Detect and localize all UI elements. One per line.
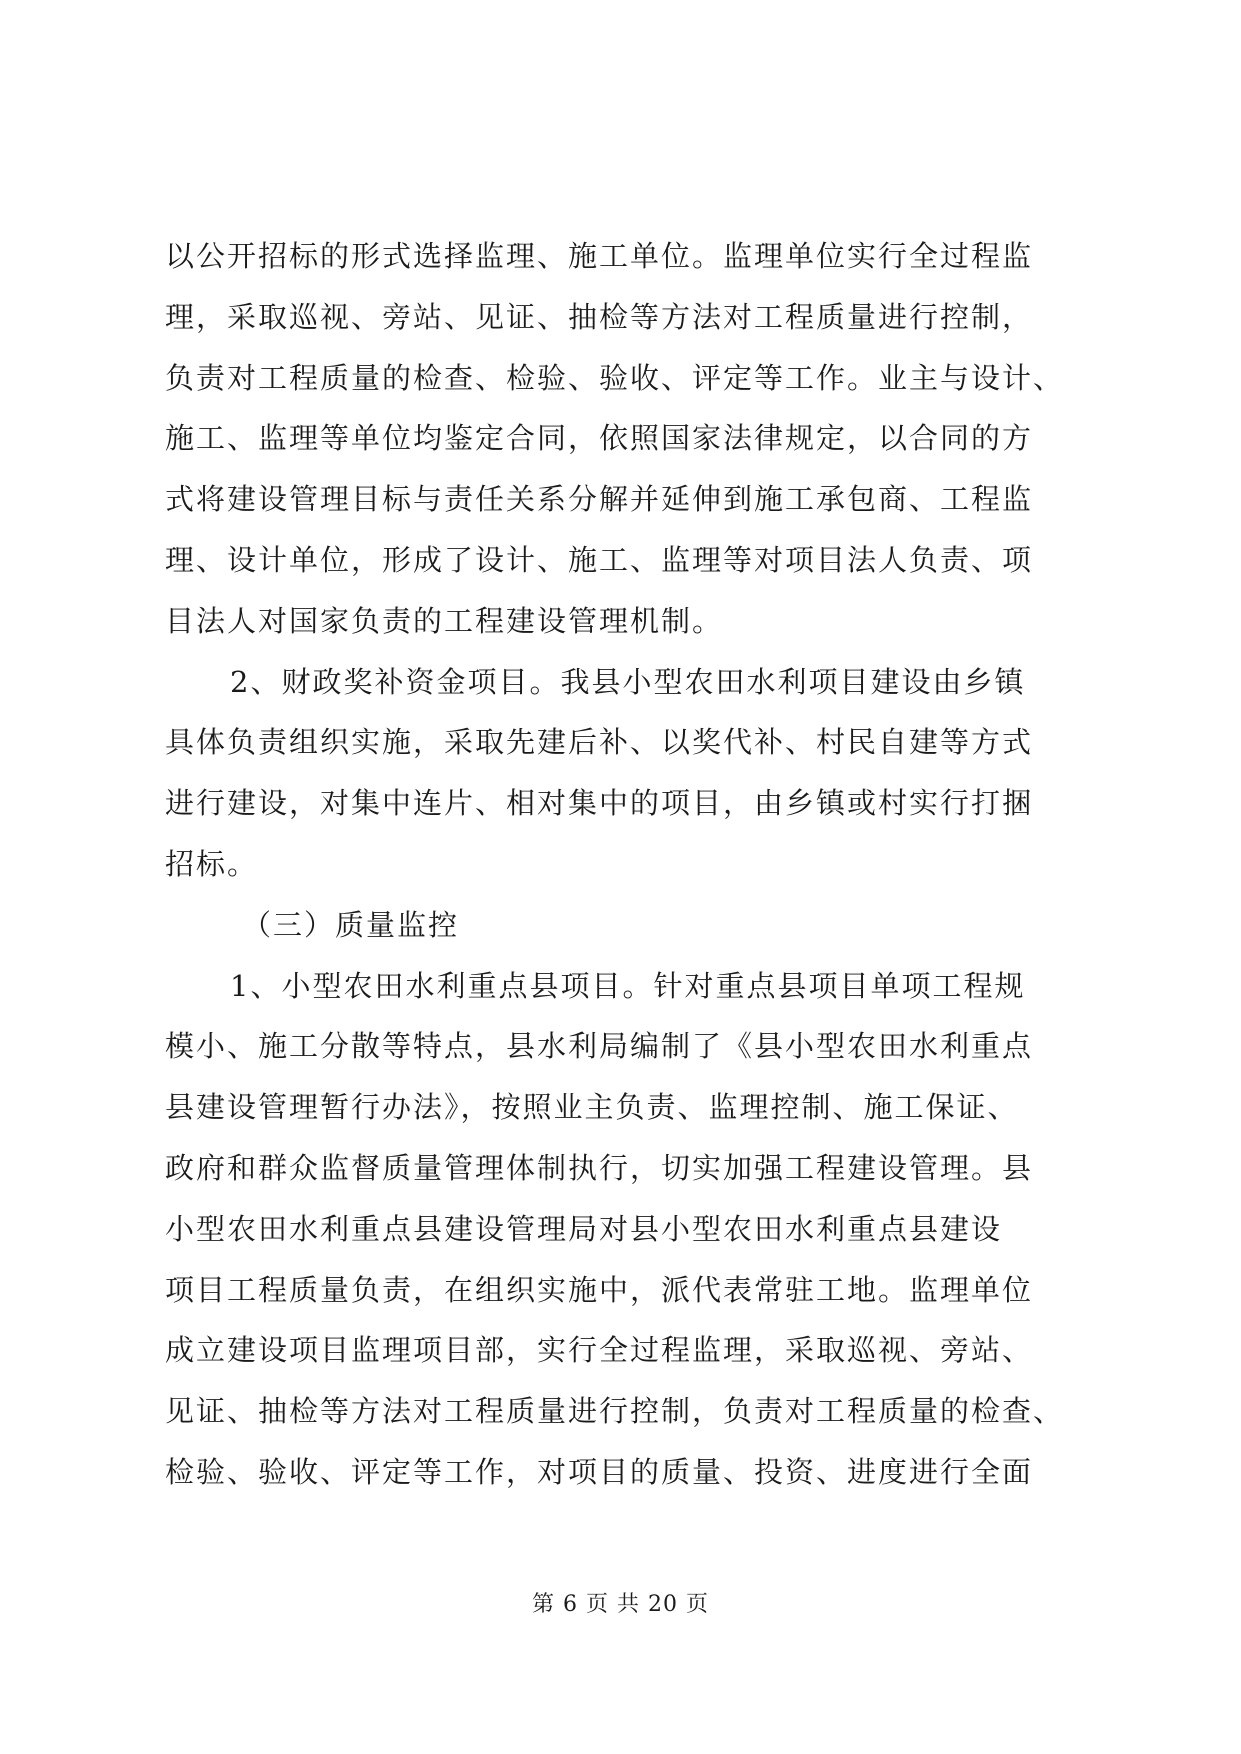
text-line: 目法人对国家负责的工程建设管理机制。 xyxy=(165,603,724,638)
text-line: 模小、施工分散等特点，县水利局编制了《县小型农田水利重点 xyxy=(165,1029,1034,1064)
text-line: 政府和群众监督质量管理体制执行，切实加强工程建设管理。县 xyxy=(165,1150,1034,1185)
text-line: 理，采取巡视、旁站、见证、抽检等方法对工程质量进行控制， xyxy=(165,299,1034,334)
text-line: 式将建设管理目标与责任关系分解并延伸到施工承包商、工程监 xyxy=(165,482,1034,517)
text-line: 小型农田水利重点县建设管理局对县小型农田水利重点县建设 xyxy=(165,1211,1003,1246)
text-line: 负责对工程质量的检查、检验、验收、评定等工作。业主与设计、 xyxy=(165,360,1065,395)
paragraph-start-line: 2、财政奖补资金项目。我县小型农田水利项目建设由乡镇 xyxy=(230,664,1026,699)
body-text xyxy=(165,226,1085,1503)
text-line: 具体负责组织实施，采取先建后补、以奖代补、村民自建等方式 xyxy=(165,725,1034,760)
text-line: 以公开招标的形式选择监理、施工单位。监理单位实行全过程监 xyxy=(165,239,1034,273)
paragraph-start-line: 1、小型农田水利重点县项目。针对重点县项目单项工程规 xyxy=(230,968,1026,1003)
page-number-footer: 第 6 页 共 20 页 xyxy=(532,1592,709,1617)
text-line: 检验、验收、评定等工作，对项目的质量、投资、进度进行全面 xyxy=(165,1454,1034,1489)
text-line: 招标。 xyxy=(165,846,259,881)
text-line: 县建设管理暂行办法》，按照业主负责、监理控制、施工保证、 xyxy=(165,1090,1019,1125)
text-line: 理、设计单位，形成了设计、施工、监理等对项目法人负责、项 xyxy=(165,542,1034,577)
text-line: 成立建设项目监理项目部，实行全过程监理，采取巡视、旁站、 xyxy=(165,1333,1034,1368)
section-heading: （三）质量监控 xyxy=(242,907,460,942)
text-line: 见证、抽检等方法对工程质量进行控制，负责对工程质量的检查、 xyxy=(165,1394,1065,1429)
text-line: 施工、监理等单位均鉴定合同，依照国家法律规定，以合同的方 xyxy=(165,421,1034,456)
text-line: 项目工程质量负责，在组织实施中，派代表常驻工地。监理单位 xyxy=(165,1272,1034,1307)
text-line: 进行建设，对集中连片、相对集中的项目，由乡镇或村实行打捆 xyxy=(165,786,1034,821)
